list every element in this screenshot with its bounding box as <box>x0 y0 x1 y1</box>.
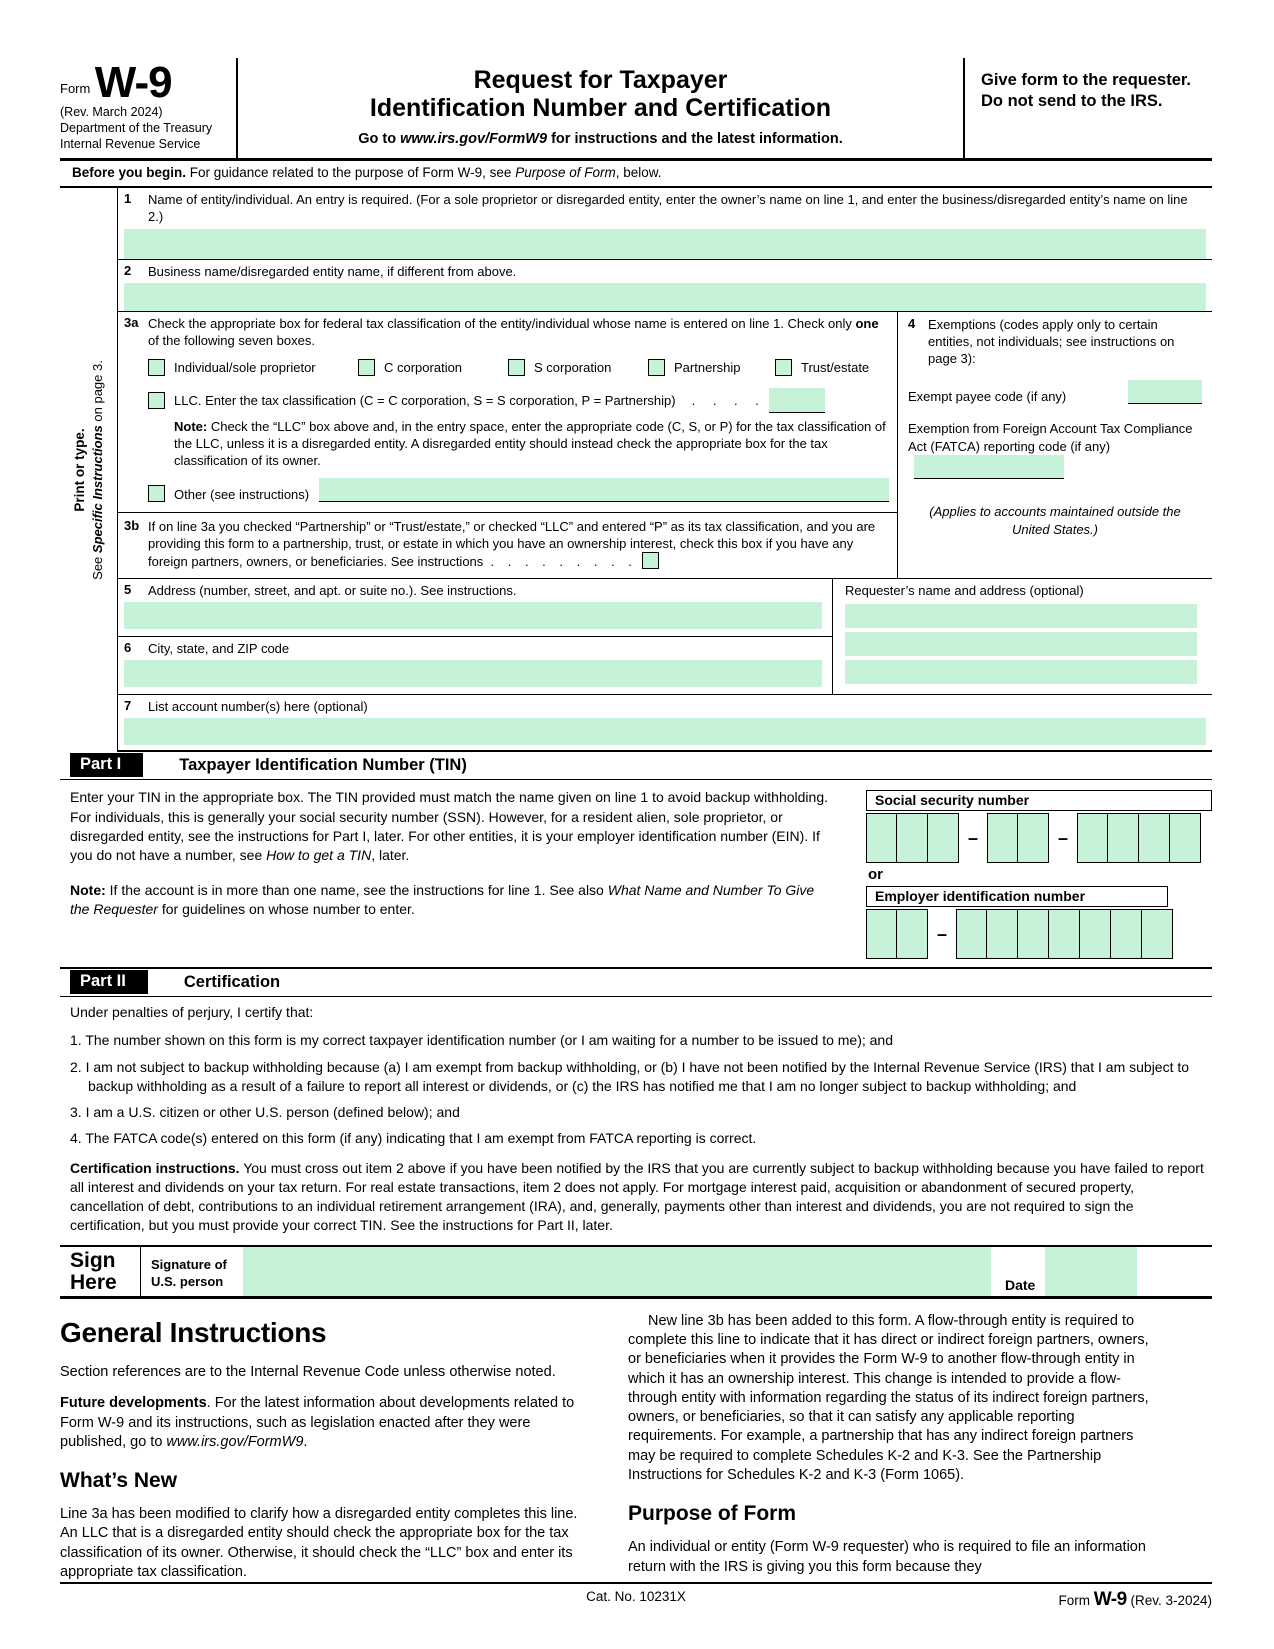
name-input[interactable] <box>124 229 1206 259</box>
dash-separator: – <box>1058 827 1069 848</box>
section-references-paragraph: Section references are to the Internal Revenue Code unless otherwise noted. <box>60 1364 556 1380</box>
option-label: S corporation <box>534 360 612 376</box>
instructions-left-column <box>60 1312 581 1594</box>
line-5-label: Address (number, street, and apt. or suite no.). See instructions. <box>148 582 517 598</box>
option-label: Trust/estate <box>801 360 870 376</box>
part2-title: Certification <box>183 972 281 991</box>
ein-cell[interactable] <box>866 909 897 959</box>
ein-cell[interactable] <box>987 909 1018 959</box>
fatca-label: Exemption from Foreign Account Tax Compliance Act (FATCA) reporting code (if any) <box>908 421 1193 454</box>
line-number: 3a <box>124 314 139 330</box>
part1-body <box>60 780 1212 967</box>
checkbox-partnership[interactable] <box>648 359 665 376</box>
dash-separator: – <box>968 827 979 848</box>
llc-option-row <box>148 388 891 413</box>
exempt-payee-row <box>908 380 1202 404</box>
ssn-cell[interactable] <box>928 813 959 863</box>
purpose-of-form-heading: Purpose of Form <box>628 1502 797 1526</box>
date-input[interactable] <box>1045 1247 1137 1296</box>
ssn-cell[interactable] <box>897 813 928 863</box>
part1-heading <box>60 752 1212 780</box>
tin-instructions <box>70 788 866 959</box>
line-1-name <box>118 188 1212 259</box>
ein-cell[interactable] <box>1111 909 1142 959</box>
line-7-account-numbers <box>118 695 1212 750</box>
whats-new-heading: What’s New <box>60 1469 178 1493</box>
ssn-label: Social security number <box>866 790 1212 811</box>
llc-label: LLC. Enter the tax classification (C = C corporation, S = S corporation, P = Partnership) <box>174 393 676 409</box>
sign-here-label: Sign Here <box>70 1248 117 1295</box>
applies-note: (Applies to accounts maintained outside the United States.) <box>929 504 1181 537</box>
whats-new-paragraph: Line 3a has been modified to clarify how a disregarded entity completes this line. An LLC that is a disregarded entity should check the appropriate box for the tax classification of its owner. Otherwise, it should check the “LLC” box and enter its appropriate tax classification. <box>60 1506 578 1580</box>
form-title: Request for Taxpayer Identification Number and Certification <box>369 66 832 122</box>
part2-body <box>60 997 1212 1244</box>
signature-input[interactable] <box>243 1247 991 1296</box>
certification-item: 3. I am a U.S. citizen or other U.S. person (defined below); and <box>70 1103 460 1120</box>
requester-block <box>832 579 1212 694</box>
checkbox-llc[interactable] <box>148 392 165 409</box>
form-body <box>60 188 1212 752</box>
ein-cell[interactable] <box>1049 909 1080 959</box>
line-3b <box>118 513 897 578</box>
line-5-address <box>118 579 832 637</box>
catalog-number: Cat. No. 10231X <box>586 1589 686 1604</box>
checkbox-other[interactable] <box>148 485 165 502</box>
checkbox-trust-estate[interactable] <box>775 359 792 376</box>
other-option-row <box>148 478 891 502</box>
line-number: 3b <box>124 517 140 533</box>
ssn-cell[interactable] <box>866 813 897 863</box>
line-number: 1 <box>124 191 132 207</box>
tin-entry-area <box>866 788 1212 959</box>
form-title-block <box>238 58 965 158</box>
tax-classification-options <box>148 359 891 376</box>
ssn-cell[interactable] <box>1170 813 1201 863</box>
ssn-cell[interactable] <box>1077 813 1108 863</box>
exemptions-label: Exemptions (codes apply only to certain entities, not individuals; see instructions on page 3): <box>928 316 1175 367</box>
ssn-cells <box>866 813 1212 863</box>
part1-badge: Part I <box>70 753 143 777</box>
option-label: Partnership <box>674 360 741 376</box>
footer-form-reference: Form W-9 (Rev. 3-2024) <box>1058 1589 1212 1610</box>
ein-label: Employer identification number <box>866 886 1168 907</box>
dot-leader: . . . . <box>691 393 759 409</box>
dot-leader: . . . . . . . . . <box>490 553 632 569</box>
ein-cell[interactable] <box>1080 909 1111 959</box>
line-number: 7 <box>124 698 132 714</box>
fatca-code-input[interactable] <box>914 455 1064 479</box>
tin-note: Note: If the account is in more than one name, see the instructions for line 1. See also What Name and Number To Give the Requester for guidelines on whose number to enter. <box>70 881 815 918</box>
checkbox-c-corporation[interactable] <box>358 359 375 376</box>
address-section <box>118 579 1212 695</box>
line-6-city <box>118 637 832 694</box>
line-number: 2 <box>124 262 132 278</box>
llc-classification-input[interactable] <box>769 388 825 413</box>
form-header <box>60 58 1212 161</box>
option-label: C corporation <box>384 360 463 376</box>
irs-url: www.irs.gov/FormW9 <box>400 131 548 147</box>
certification-item: 1. The number shown on this form is my correct taxpayer identification number (or I am waiting for a number to be issued to me); and <box>70 1032 894 1049</box>
general-instructions-section <box>60 1312 1212 1594</box>
ein-cell[interactable] <box>1018 909 1049 959</box>
city-state-zip-input[interactable] <box>124 660 822 687</box>
classification-section <box>118 312 1212 579</box>
line-2-label: Business name/disregarded entity name, if different from above. <box>148 263 517 279</box>
certification-instructions: Certification instructions. You must cross out item 2 above if you have been notified by the IRS that you are currently subject to backup withholding because you have failed to report all interest and dividends on your tax return. For real estate transactions, item 2 does not apply. For mortgage interest paid, acquisition or abandonment of secured property, cancellation of debt, contributions to an individual retirement arrangement (IRA), and, generally, payments other than interest and dividends, you are not required to sign the certification, but you must provide your correct TIN. See the instructions for Part II, later. <box>70 1159 1204 1233</box>
agency-line: Internal Revenue Service <box>60 136 201 151</box>
checkbox-individual-sole-proprietor[interactable] <box>148 359 165 376</box>
future-developments-paragraph: Future developments. For the latest information about developments related to Form W-9 and its instructions, such as legislation enacted after they were published, go to www.irs.gov/FormW9. <box>60 1395 575 1450</box>
line-3a <box>118 312 897 513</box>
requester-line-2-input[interactable] <box>845 632 1197 656</box>
address-left <box>118 579 832 694</box>
other-classification-input[interactable] <box>319 478 889 502</box>
page-footer <box>60 1582 1212 1611</box>
line-3a-label: Check the appropriate box for federal tax classification of the entity/individual whose name is entered on line 1. Check only one of the following seven boxes. <box>148 315 879 348</box>
department-line: Department of the Treasury <box>60 121 213 136</box>
line-7-label: List account number(s) here (optional) <box>148 699 368 715</box>
ein-cell[interactable] <box>956 909 987 959</box>
requester-line-3-input[interactable] <box>845 660 1197 684</box>
part2-badge: Part II <box>70 970 148 994</box>
requester-line-1-input[interactable] <box>845 604 1197 628</box>
line-number: 6 <box>124 640 132 656</box>
sign-here-row <box>60 1245 1212 1299</box>
certification-intro: Under penalties of perjury, I certify that: <box>70 1004 314 1021</box>
certification-item: 2. I am not subject to backup withholding because (a) I am exempt from backup withholding, or (b) I have not been notified by the Internal Revenue Service (IRS) that I am subject to backup withholding as a result of a failure to report all interest or dividends, or (c) the IRS has notified me that I am no longer subject to backup withholding; and <box>70 1058 1190 1094</box>
form-word: Form <box>60 81 91 96</box>
form-id-block <box>60 58 238 158</box>
line-number: 4 <box>908 315 916 331</box>
classification-left <box>118 312 897 578</box>
line-1-label: Name of entity/individual. An entry is required. (For a sole proprietor or disregarded entity, enter the owner’s name on line 1, and enter the business/disregarded entity’s name on line 2.) <box>148 192 1188 225</box>
before-you-begin: Before you begin. For guidance related to the purpose of Form W-9, see Purpose of Form, below. <box>60 161 1212 188</box>
checkbox-s-corporation[interactable] <box>508 359 525 376</box>
line-3b-label: If on line 3a you checked “Partnership” or “Trust/estate,” or checked “LLC” and entered “P” as its tax classification, and you are providing this form to a partnership, trust, or estate in which you have an ownership interest, check this box if you have any foreign partners, owners, or beneficiaries. See instructions . . . . . . . . . <box>148 518 876 569</box>
date-label: Date <box>1005 1276 1036 1293</box>
goto-instruction: Go to www.irs.gov/FormW9 for instructions and the latest information. <box>358 131 843 147</box>
ssn-cell[interactable] <box>1108 813 1139 863</box>
option-label: Individual/sole proprietor <box>174 360 316 376</box>
form-number: W-9 <box>94 58 172 107</box>
llc-note: Note: Check the “LLC” box above and, in the entry space, enter the appropriate code (C, S, or P) for the tax classification of the LLC, unless it is a disregarded entity. A disregarded entity should instead check the appropriate box for the tax classification of its owner. <box>174 419 886 469</box>
give-form-note: Give form to the requester. Do not send to the IRS. <box>981 71 1191 110</box>
exempt-payee-label: Exempt payee code (if any) <box>908 389 1067 405</box>
ein-cell[interactable] <box>1142 909 1173 959</box>
print-or-type-sidebar <box>60 188 118 752</box>
other-label: Other (see instructions) <box>174 486 310 502</box>
line-4-exemptions <box>897 312 1212 578</box>
form-revision: (Rev. March 2024) <box>60 105 163 120</box>
line-3b-change-paragraph: New line 3b has been added to this form. A flow-through entity is required to complete this line to indicate that it has direct or indirect foreign partners, owners, or beneficiaries when it provides the Form W-9 to another flow-through entity in which it has an ownership interest. This change is intended to provide a flow-through entity with information regarding the status of its indirect foreign partners, owners, or beneficiaries, so that it can satisfy any applicable reporting requirements. For example, a partnership that has any indirect foreign partners may be required to complete Schedules K-2 and K-3. See the Partnership Instructions for Schedules K-2 and K-3 (Form 1065). <box>628 1312 1149 1484</box>
tin-paragraph: Enter your TIN in the appropriate box. The TIN provided must match the name given on line 1 to avoid backup withholding. For individuals, this is generally your social security number (SSN). However, for a resident alien, sole proprietor, or disregarded entity, see the instructions for Part I, later. For other entities, it is your employer identification number (EIN). If you do not have a number, see How to get a TIN, later. <box>70 789 828 864</box>
account-numbers-input[interactable] <box>124 718 1206 745</box>
line-2-business-name <box>118 260 1212 312</box>
footer-form-number: W-9 <box>1093 1589 1127 1610</box>
part1-title: Taxpayer Identification Number (TIN) <box>179 755 467 774</box>
purpose-of-form-paragraph: An individual or entity (Form W-9 requester) who is required to file an information return with the IRS is giving you this form because they <box>628 1539 1146 1575</box>
business-name-input[interactable] <box>124 283 1206 311</box>
ssn-cell[interactable] <box>987 813 1018 863</box>
form-lines <box>118 188 1212 752</box>
requester-label: Requester’s name and address (optional) <box>845 582 1084 598</box>
exempt-payee-code-input[interactable] <box>1128 380 1202 404</box>
part2-heading <box>60 967 1212 997</box>
instructions-right-column <box>628 1312 1149 1594</box>
general-instructions-heading: General Instructions <box>60 1316 327 1348</box>
ein-cell[interactable] <box>897 909 928 959</box>
line-number: 5 <box>124 581 132 597</box>
ssn-cell[interactable] <box>1139 813 1170 863</box>
or-label: or <box>868 866 883 884</box>
fatca-row <box>908 420 1202 479</box>
signature-of-label: Signature of U.S. person <box>151 1256 227 1290</box>
line-6-label: City, state, and ZIP code <box>148 641 290 657</box>
foreign-partners-checkbox[interactable] <box>642 552 659 569</box>
sidebar-vertical-text: Print or type. See Specific Instructions on page 3. <box>71 360 105 581</box>
dash-separator: – <box>937 923 948 944</box>
certification-item: 4. The FATCA code(s) entered on this form (if any) indicating that I am exempt from FATCA reporting is correct. <box>70 1129 757 1146</box>
address-input[interactable] <box>124 602 822 629</box>
ein-cells <box>866 909 1212 959</box>
ssn-cell[interactable] <box>1018 813 1049 863</box>
